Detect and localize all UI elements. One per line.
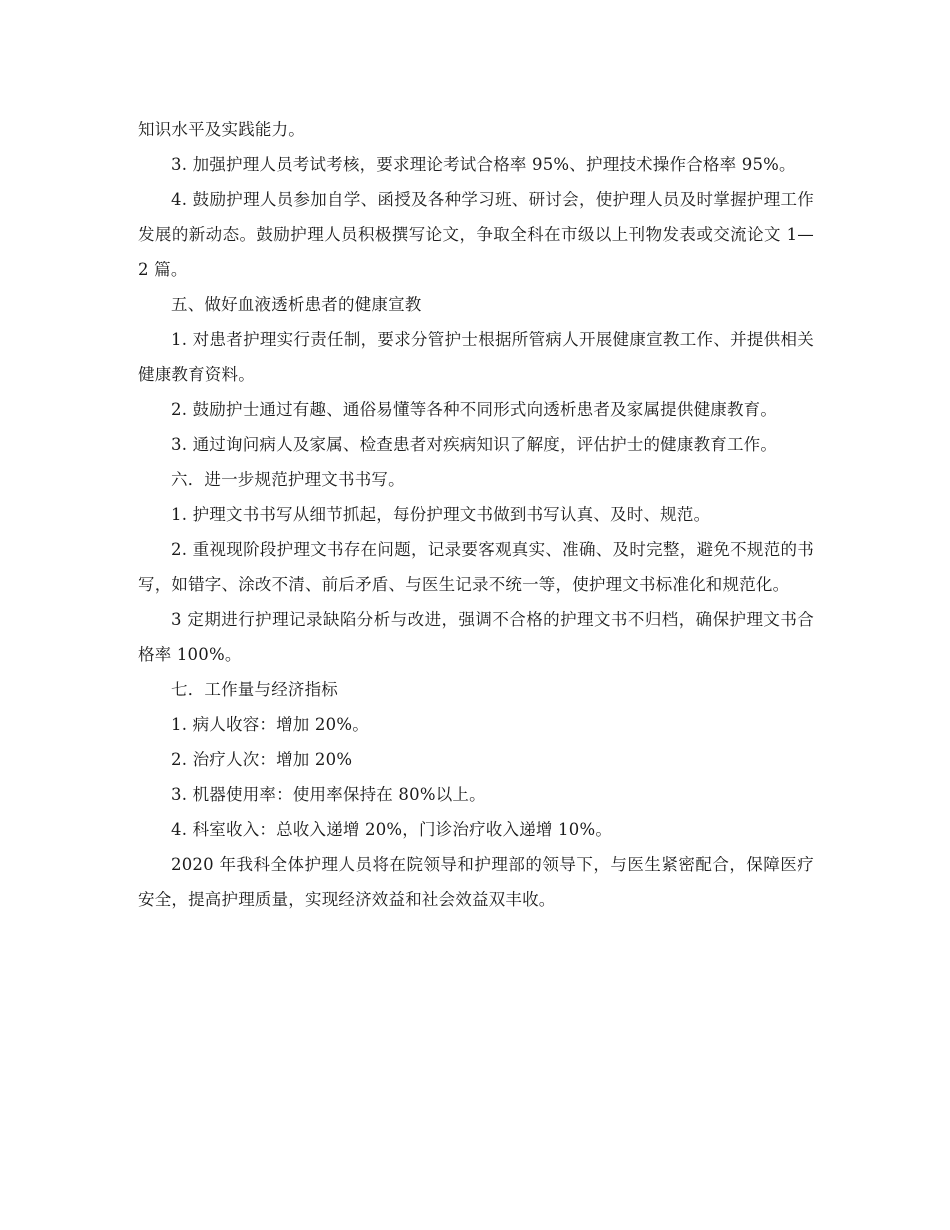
section-heading: 六．进一步规范护理文书书写。: [171, 470, 405, 489]
closing-paragraph: 2020 年我科全体护理人员将在院领导和护理部的领导下，与医生紧密配合，保障医疗安全，提高护理质量，实现经济效益和社会效益双丰收。: [138, 855, 814, 909]
section-heading: 五、做好血液透析患者的健康宣教: [171, 295, 422, 314]
paragraph: 2. 治疗人次：增加 20%: [171, 750, 353, 769]
paragraph: 2. 重视现阶段护理文书存在问题，记录要客观真实、准确、及时完整，避免不规范的书写，如错字、涂改不清、前后矛盾、与医生记录不统一等，使护理文书标准化和规范化。: [138, 540, 814, 594]
paragraph: 3. 机器使用率：使用率保持在 80%以上。: [171, 785, 486, 804]
paragraph: 知识水平及实践能力。: [138, 120, 305, 139]
section-heading: 七．工作量与经济指标: [171, 680, 338, 699]
paragraph: 3. 加强护理人员考试考核，要求理论考试合格率 95%、护理技术操作合格率 95%。: [171, 155, 796, 174]
paragraph: 1. 护理文书书写从细节抓起，每份护理文书做到书写认真、及时、规范。: [171, 505, 711, 524]
paragraph: 3. 通过询问病人及家属、检查患者对疾病知识了解度，评估护士的健康教育工作。: [171, 435, 778, 454]
paragraph: 1. 对患者护理实行责任制，要求分管护士根据所管病人开展健康宣教工作、并提供相关健康教育资料。: [138, 330, 814, 384]
document-body: [138, 112, 814, 917]
paragraph: 4. 鼓励护理人员参加自学、函授及各种学习班、研讨会，使护理人员及时掌握护理工作发展的新动态。鼓励护理人员积极撰写论文，争取全科在市级以上刊物发表或交流论文 1—2 篇。: [138, 190, 814, 279]
paragraph: 1. 病人收容：增加 20%。: [171, 715, 369, 734]
paragraph: 2. 鼓励护士通过有趣、通俗易懂等各种不同形式向透析患者及家属提供健康教育。: [171, 400, 778, 419]
paragraph: 3 定期进行护理记录缺陷分析与改进，强调不合格的护理文书不归档，确保护理文书合格率 100%。: [138, 610, 814, 664]
paragraph: 4. 科室收入：总收入递增 20%，门诊治疗收入递增 10%。: [171, 820, 613, 839]
